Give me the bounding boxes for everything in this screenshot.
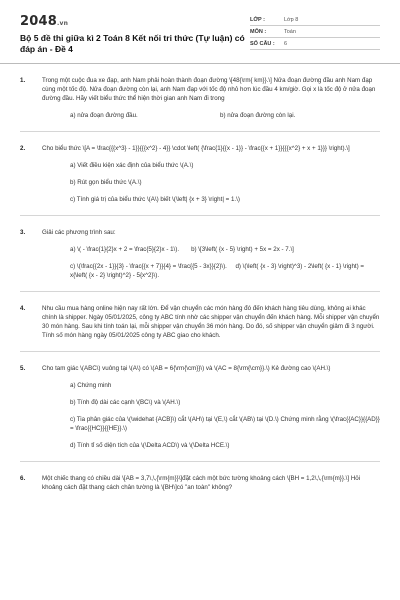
question-part: b) nửa đoạn đường còn lại. xyxy=(220,112,296,119)
question-part: c) \(\frac{{2x - 1}}{3} - \frac{{x + 7}}{4} = \frac{{5 - 3x}}{2}\). d) \(\left( {x - 3} \right)^3) - 2\left( {x - 1} \right) = x{\left( {x - 2} \right)^2} - 5{x^2}\). xyxy=(70,263,366,279)
question-part: a) Chứng minh xyxy=(70,382,112,389)
brand-suffix: .vn xyxy=(56,20,69,27)
question-part: d) Tính tỉ số diện tích của \(\Delta ACD\) và \(\Delta HCE.\) xyxy=(70,442,230,449)
meta-key: LỚP : xyxy=(250,16,265,23)
question-divider xyxy=(20,461,380,462)
question-part: c) Tính giá trị của biểu thức \(A\) biết \(\left| {x + 3} \right| = 1.\) xyxy=(70,196,240,203)
question-1 xyxy=(20,76,380,120)
question-body xyxy=(42,474,380,492)
question-text: Giải các phương trình sau: xyxy=(42,229,116,236)
meta-value: Lớp 8 xyxy=(284,16,299,23)
question-4 xyxy=(20,304,380,340)
question-text: Cho tam giác \(ABC\) vuông tại \(A\) có \(AB = 6{\rm{\cm}}\) và \(AC = 8{\rm{\cm}}.\) Kẻ đường cao \(AH.\) xyxy=(42,365,331,372)
meta-row-count xyxy=(250,38,380,50)
header-left xyxy=(20,14,250,55)
question-body xyxy=(42,144,380,204)
brand-name: 2048 xyxy=(20,14,57,29)
question-divider xyxy=(20,131,380,132)
question-body xyxy=(42,228,380,280)
question-text: Cho biểu thức \[A = \frac{{{x^3} - 1}}{{{x^2} - 4}} \cdot \left( {\frac{1}{{x - 1}} - \frac{{x + 1}}{{{x^2} + x + 1}}} \right).\] xyxy=(42,145,350,152)
question-divider xyxy=(20,215,380,216)
meta-value: Toán xyxy=(284,28,296,35)
question-number: 5. xyxy=(20,365,26,372)
header-divider xyxy=(0,63,400,64)
question-text: Nhu cầu mua hàng online hiện nay rất lớn. Để vận chuyển các món hàng đó đến khách hàng tiêu dùng, không ai khác chính là shipper. Ngày 05/01/2025, công ty ABC tính nhờ các shipper vận chuyển đến khách hàng. Mỗi shipper vận chuyển 30 món hàng. Sau khi tính toán lại, mỗi shipper vận chuyển 36 món hàng. Do đó, số shipper vận chuyển giảm đi 3 người. Tính số món hàng ngày 05/01/2025 công ty ABC giao cho khách. xyxy=(42,305,380,339)
meta-key: SỐ CÂU : xyxy=(250,40,275,47)
question-body xyxy=(42,76,380,120)
meta-row-subject xyxy=(250,26,380,38)
question-part: a) nửa đoạn đường đầu. xyxy=(70,112,138,119)
question-number: 1. xyxy=(20,77,26,84)
question-part: c) Tia phân giác của \(\widehat {ACB}\) cắt \(AH\) tại \(E,\) cắt \(AB\) tại \(D.\) Chứng minh rằng \(\frac{{AC}}{{AD}} = \frac{{HC}}{{HE}}.\) xyxy=(70,416,380,432)
document-header xyxy=(20,14,380,55)
question-number: 2. xyxy=(20,145,26,152)
meta-key: MÔN : xyxy=(250,28,267,35)
question-part: b) Tính độ dài các cạnh \(BC\) và \(AH.\) xyxy=(70,399,181,406)
question-text: Một chiếc thang có chiều dài \[AB = 3,7\,\,{\rm{m}}\]đặt cách một bức tường khoảng cách \[BH = 1,2\,\,{\rm{m}}.\] Hỏi khoảng cách đặt thang cách chân tường là \[BH\]có "an toàn" không? xyxy=(42,475,361,491)
question-part: a) \( - \frac{1}{2}x + 2 = \frac{5}{2}x - 1\). b) \[3\left( {x - 5} \right) + 5x = 2x - 7.\] xyxy=(70,246,294,253)
question-divider xyxy=(20,351,380,352)
question-text: Trong một cuộc đua xe đạp, anh Nam phải hoàn thành đoạn đường \[48{\rm{ km}}.\] Nửa đoạn đường đầu anh Nam đạp cùng một tốc độ. Nửa đoạn đường còn lại, anh Nam đạp với tốc độ nhỏ hơn lúc đầu 4 km/giờ. Gọi x là tốc độ ở nửa đoạn đường đầu. Hãy viết biểu thức thể hiện thời gian anh Nam đi trong xyxy=(42,77,376,102)
question-3 xyxy=(20,228,380,280)
question-number: 4. xyxy=(20,305,26,312)
question-part: a) Viết điều kiện xác định của biểu thức \(A.\) xyxy=(70,162,194,169)
question-number: 6. xyxy=(20,475,26,482)
meta-value: 6 xyxy=(284,40,288,47)
question-body xyxy=(42,304,380,340)
brand-logo[interactable] xyxy=(20,14,250,29)
question-part: b) Rút gọn biểu thức \(A.\) xyxy=(70,179,142,186)
question-5 xyxy=(20,364,380,450)
question-divider xyxy=(20,291,380,292)
question-2 xyxy=(20,144,380,204)
question-body xyxy=(42,364,380,450)
question-6 xyxy=(20,474,380,492)
question-number: 3. xyxy=(20,229,26,236)
meta-table xyxy=(250,14,380,50)
document-title: Bộ 5 đề thi giữa kì 2 Toán 8 Kết nối tri thức (Tự luận) có đáp án - Đề 4 xyxy=(20,33,245,54)
option-row xyxy=(70,111,380,120)
meta-row-class xyxy=(250,14,380,26)
